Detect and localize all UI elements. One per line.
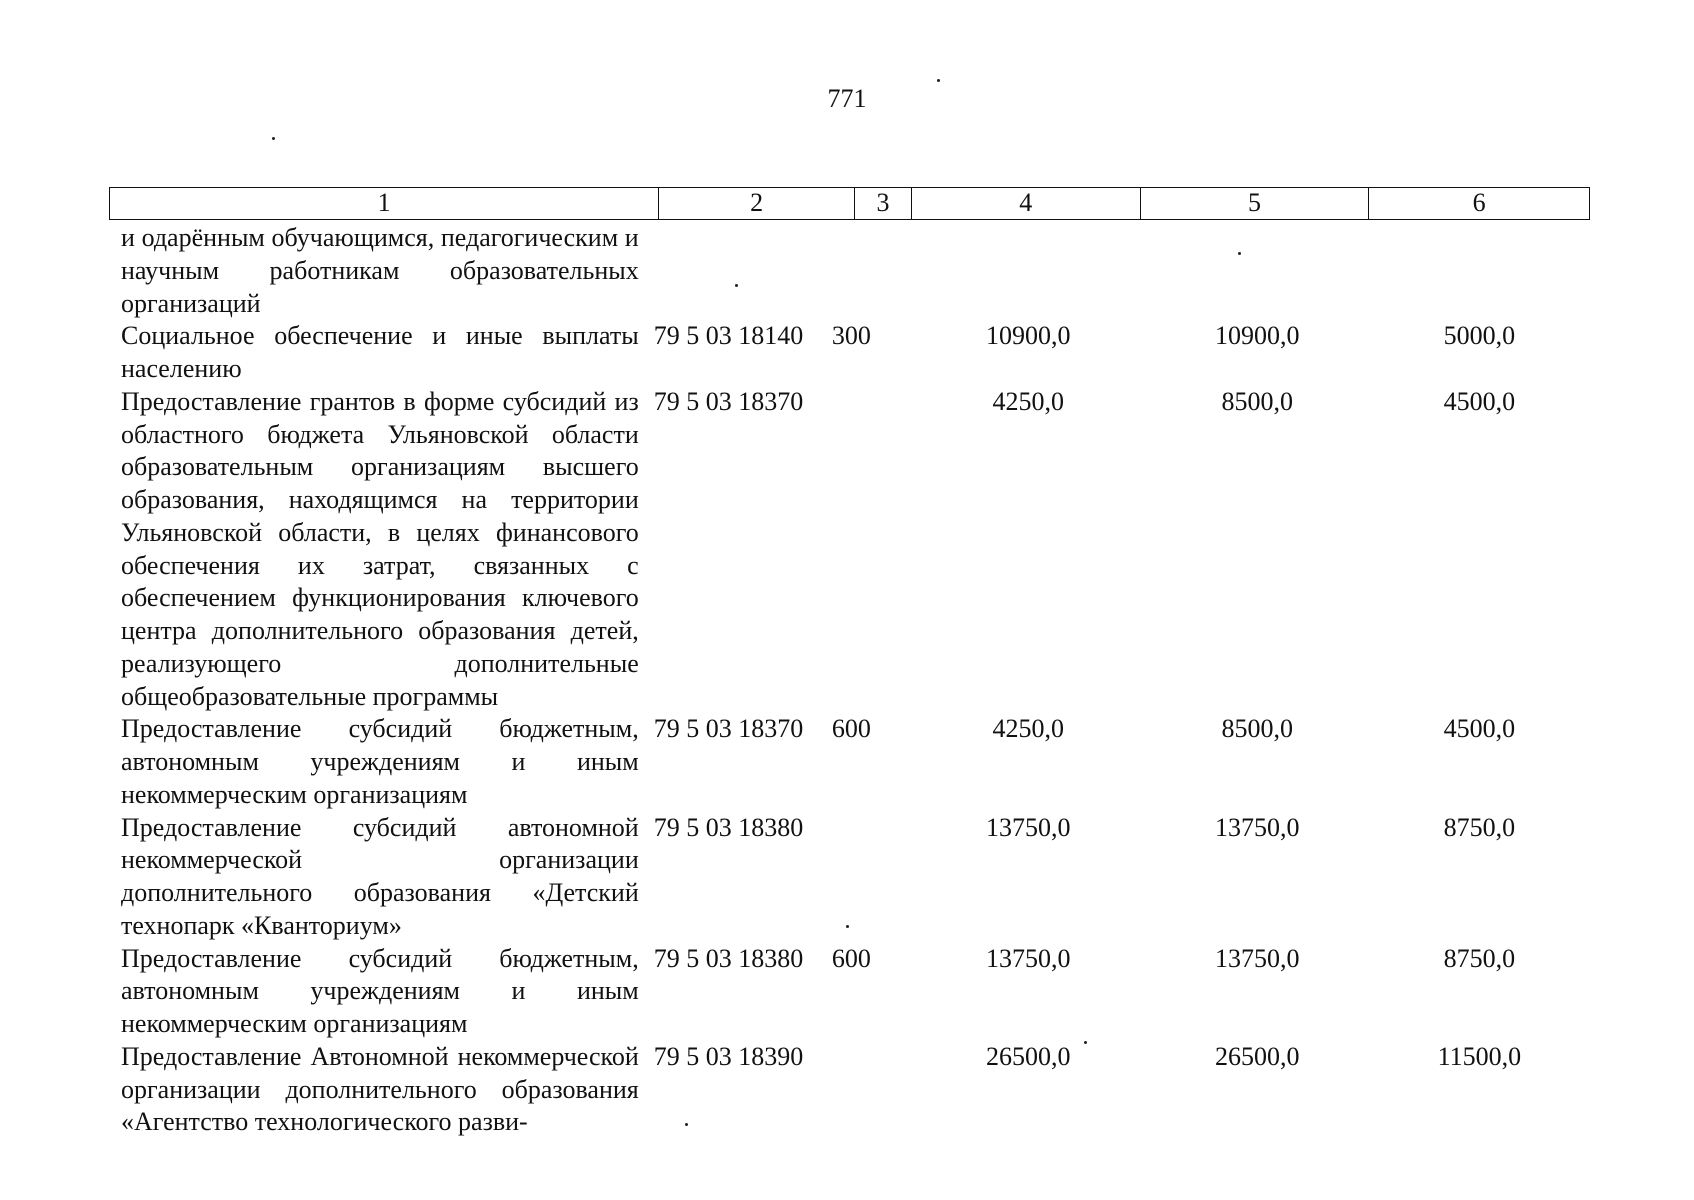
row-value-6	[1369, 222, 1590, 320]
row-type: 600	[831, 714, 871, 744]
scan-speck	[272, 137, 275, 140]
row-name: Предоставление Автономной некоммерческой организации дополнительного образования «Агентство технологического разви-	[121, 1041, 639, 1137]
table-row	[109, 943, 1590, 1041]
row-value-5: 8500,0	[1221, 714, 1293, 744]
row-name: Предоставление субсидий бюджетным, автономным учреждениям и иным некоммерческим организациям	[121, 714, 639, 809]
row-value-5: 26500,0	[1215, 1041, 1300, 1071]
column-header-5: 5	[1141, 188, 1370, 219]
row-value-6: 4500,0	[1443, 386, 1516, 416]
page-number: 771	[827, 84, 867, 113]
row-code: 79 5 03 18140	[653, 321, 804, 351]
row-value-5: 13750,0	[1215, 943, 1300, 973]
row-value-4: 10900,0	[985, 321, 1071, 351]
row-type: 600	[831, 943, 871, 973]
row-name: Социальное обеспечение и иные выплаты населению	[121, 321, 639, 383]
row-value-4: 4250,0	[992, 386, 1064, 416]
column-header-1: 1	[110, 188, 659, 219]
table-row	[109, 713, 1590, 811]
table-row	[109, 320, 1590, 386]
row-value-6: 5000,0	[1443, 321, 1516, 351]
row-value-5: 13750,0	[1215, 812, 1300, 842]
row-value-6: 8750,0	[1443, 812, 1516, 842]
row-code: 79 5 03 18370	[653, 714, 804, 744]
row-type: 300	[831, 321, 871, 351]
row-code: 79 5 03 18380	[653, 943, 804, 973]
table-row	[109, 812, 1590, 943]
row-type	[832, 1041, 881, 1139]
table-row	[109, 386, 1590, 714]
row-name: Предоставление грантов в форме субсидий из областного бюджета Ульяновской области образовательным организациям высшего образования, находящимся на территории Ульяновской области, в целях финансового обеспечения их затрат, связанных с обеспечением функционирования ключевого центра дополнительного образования детей, реализующего дополнительные общеобразовательные программы	[121, 386, 639, 711]
row-type	[832, 222, 881, 320]
row-value-4	[881, 222, 1146, 320]
row-name: Предоставление субсидий бюджетным, автономным учреждениям и иным некоммерческим организациям	[121, 943, 639, 1038]
table-row	[109, 1041, 1590, 1139]
row-code: 79 5 03 18390	[653, 1041, 804, 1071]
row-value-4: 4250,0	[992, 714, 1064, 744]
row-value-4: 26500,0	[985, 1041, 1071, 1071]
row-name: и одарённым обучающимся, педагогическим и научным работникам образовательных организаций	[121, 223, 639, 318]
scan-speck	[937, 79, 940, 82]
column-header-4: 4	[912, 188, 1141, 219]
row-code: 79 5 03 18370	[653, 386, 804, 416]
row-value-5	[1146, 222, 1369, 320]
row-value-5: 8500,0	[1221, 386, 1293, 416]
column-header-2: 2	[659, 188, 855, 219]
row-code: 79 5 03 18380	[653, 812, 804, 842]
table-header	[109, 187, 1590, 220]
table-body	[109, 222, 1590, 1139]
column-header-6: 6	[1472, 188, 1486, 217]
row-name: Предоставление субсидий автономной некоммерческой организации дополнительного образования «Детский технопарк «Кванториум»	[121, 812, 639, 940]
row-value-4: 13750,0	[985, 812, 1071, 842]
row-code	[639, 222, 832, 320]
row-value-5: 10900,0	[1215, 321, 1300, 351]
row-value-6: 11500,0	[1437, 1041, 1522, 1071]
row-value-6: 4500,0	[1443, 714, 1516, 744]
row-value-4: 13750,0	[985, 943, 1071, 973]
row-type	[832, 386, 881, 714]
row-type	[832, 812, 881, 943]
column-header-3: 3	[855, 188, 912, 219]
row-value-6: 8750,0	[1443, 943, 1516, 973]
table-row	[109, 222, 1590, 320]
